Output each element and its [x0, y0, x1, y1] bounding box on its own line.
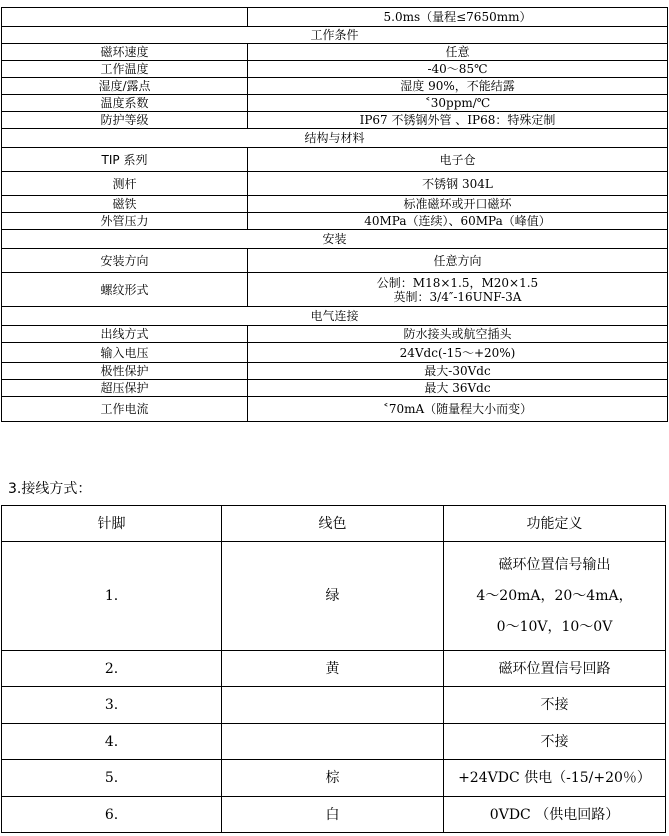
- function-cell: 磁环位置信号回路: [444, 651, 666, 687]
- color-cell: [222, 687, 444, 724]
- table-row: [2, 380, 668, 397]
- spec-value: -40～85℃: [248, 61, 668, 78]
- spec-key: 磁铁: [2, 196, 248, 213]
- function-line: 磁环位置信号输出: [498, 556, 611, 573]
- function-cell: [444, 542, 666, 651]
- spec-key: 测杆: [2, 172, 248, 196]
- table-header-row: [2, 506, 666, 542]
- spec-key: 工作温度: [2, 61, 248, 78]
- spec-value: ˂30ppm/℃: [248, 95, 668, 112]
- table-row: [2, 148, 668, 172]
- section-title: 安装: [2, 230, 668, 249]
- spec-key: 温度系数: [2, 95, 248, 112]
- table-row: [2, 95, 668, 112]
- spec-key: 超压保护: [2, 380, 248, 397]
- header-pin: 针脚: [2, 506, 222, 542]
- spec-value: 不锈钢 304L: [248, 172, 668, 196]
- table-row: [2, 196, 668, 213]
- thread-imperial: 英制：3/4″-16UNF-3A: [393, 289, 522, 304]
- table-row: [2, 112, 668, 129]
- table-row: [2, 61, 668, 78]
- spec-value: 标准磁环或开口磁环: [248, 196, 668, 213]
- spec-value: 防水接头或航空插头: [248, 326, 668, 343]
- section-title: 结构与材料: [2, 129, 668, 148]
- spec-value: 24Vdc(-15～+20%): [248, 343, 668, 363]
- spec-value: 任意方向: [248, 249, 668, 273]
- wiring-table: [1, 505, 666, 833]
- color-cell: 棕: [222, 760, 444, 797]
- function-line: 0～10V，10～0V: [496, 618, 613, 635]
- spec-value: 最大 36Vdc: [248, 380, 668, 397]
- table-row: [2, 213, 668, 230]
- spec-key: [2, 8, 248, 27]
- table-row: [2, 797, 666, 833]
- pin-cell: 1.: [2, 542, 222, 651]
- spec-value: ˂70mA（随量程大小而变）: [248, 397, 668, 422]
- spec-value: 电子仓: [248, 148, 668, 172]
- spec-key: 安装方向: [2, 249, 248, 273]
- spec-value: 湿度 90%，不能结露: [248, 78, 668, 95]
- pin-cell: 3.: [2, 687, 222, 724]
- color-cell: 黄: [222, 651, 444, 687]
- section-title: 电气连接: [2, 307, 668, 326]
- table-row: [2, 651, 666, 687]
- table-row: [2, 724, 666, 760]
- spec-value: 任意: [248, 44, 668, 61]
- spec-key: 防护等级: [2, 112, 248, 129]
- function-cell: 0VDC （供电回路）: [444, 797, 666, 833]
- table-row: [2, 363, 668, 380]
- pin-cell: 5.: [2, 760, 222, 797]
- table-row: [2, 687, 666, 724]
- spec-value: IP67 不锈钢外管 、IP68：特殊定制: [248, 112, 668, 129]
- table-row: [2, 760, 666, 797]
- section-header-row: [2, 129, 668, 148]
- spec-key: 工作电流: [2, 397, 248, 422]
- spec-key: 出线方式: [2, 326, 248, 343]
- wiring-heading: 3.接线方式：: [8, 481, 92, 497]
- color-cell: 绿: [222, 542, 444, 651]
- pin-cell: 6.: [2, 797, 222, 833]
- spec-key: 螺纹形式: [2, 273, 248, 307]
- table-row: [2, 78, 668, 95]
- spec-key: 输入电压: [2, 343, 248, 363]
- table-row: [2, 343, 668, 363]
- table-row: [2, 542, 666, 651]
- table-row: [2, 249, 668, 273]
- table-row: [2, 326, 668, 343]
- spec-value: 最大-30Vdc: [248, 363, 668, 380]
- table-row: [2, 397, 668, 422]
- header-color: 线色: [222, 506, 444, 542]
- spec-key: 极性保护: [2, 363, 248, 380]
- table-row: [2, 273, 668, 307]
- table-row: [2, 44, 668, 61]
- section-header-row: [2, 27, 668, 44]
- pin-cell: 2.: [2, 651, 222, 687]
- thread-metric: 公制：M18×1.5，M20×1.5: [376, 275, 539, 290]
- spec-key: 湿度/露点: [2, 78, 248, 95]
- pin-cell: 4.: [2, 724, 222, 760]
- function-cell: +24VDC 供电（-15/+20％）: [444, 760, 666, 797]
- function-line: 4～20mA，20～4mA，: [476, 587, 633, 604]
- spec-table: [1, 7, 668, 422]
- function-cell: 不接: [444, 687, 666, 724]
- color-cell: 白: [222, 797, 444, 833]
- section-header-row: [2, 230, 668, 249]
- spec-key: 磁环速度: [2, 44, 248, 61]
- spec-key: 外管压力: [2, 213, 248, 230]
- section-header-row: [2, 307, 668, 326]
- table-row: [2, 8, 668, 27]
- spec-value: 5.0ms（量程≤7650mm）: [248, 8, 668, 27]
- color-cell: [222, 724, 444, 760]
- table-row: [2, 172, 668, 196]
- spec-value: [248, 273, 668, 307]
- spec-key: TIP 系列: [2, 148, 248, 172]
- function-cell: 不接: [444, 724, 666, 760]
- header-function: 功能定义: [444, 506, 666, 542]
- spec-value: 40MPa（连续）、60MPa（峰值）: [248, 213, 668, 230]
- section-title: 工作条件: [2, 27, 668, 44]
